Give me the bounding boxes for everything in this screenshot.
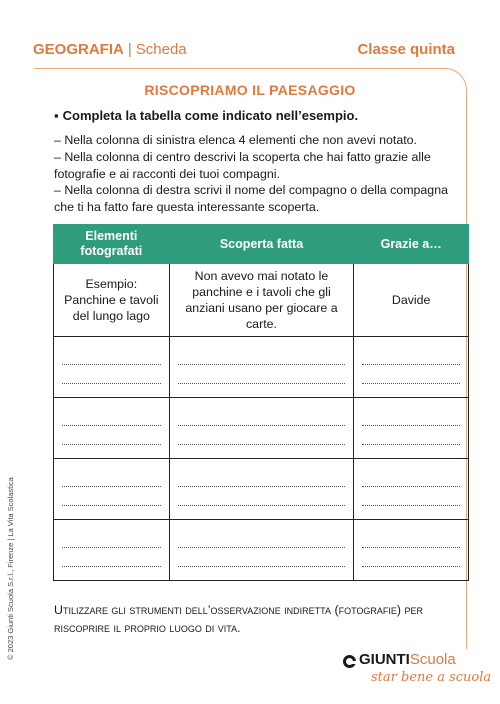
sheet-type-label: Scheda — [135, 41, 187, 58]
grade-label: Classe quinta — [357, 41, 455, 58]
blank-cell[interactable] — [54, 520, 170, 581]
header-thanks: Grazie a… — [354, 225, 469, 264]
example-discovery: Non avevo mai notato le panchine e i tavoli che gli anziani usano per giocare a carte. — [169, 264, 354, 337]
header-discovery: Scoperta fatta — [169, 225, 354, 264]
table-row — [54, 520, 469, 581]
logo-tagline: star bene a scuola — [371, 670, 492, 685]
discovery-table — [53, 224, 469, 581]
copyright-text: © 2023 Giunti Scuola S.r.l., Firenze | La Vita Scolastica — [6, 477, 15, 660]
subject-label: GEOGRAFIA — [33, 41, 124, 58]
blank-cell[interactable] — [169, 337, 354, 398]
blank-cell[interactable] — [169, 459, 354, 520]
header-elements: Elementi fotografati — [54, 225, 170, 264]
blank-cell[interactable] — [169, 398, 354, 459]
example-thanks: Davide — [354, 264, 469, 337]
table-row — [54, 398, 469, 459]
paragraph-left-column: – Nella colonna di sinistra elenca 4 elementi che non avevi notato. — [54, 133, 417, 147]
blank-cell[interactable] — [354, 337, 469, 398]
paragraph-right-column: – Nella colonna di destra scrivi il nome del compagno o della compagna che ti ha fatto fare questa interessante scoperta. — [54, 183, 448, 214]
blank-cell[interactable] — [54, 459, 170, 520]
table-header-row — [54, 225, 469, 264]
instruction — [54, 108, 358, 123]
blank-cell[interactable] — [354, 398, 469, 459]
blank-cell[interactable] — [54, 337, 170, 398]
instruction-text: Completa la tabella come indicato nell’esempio. — [62, 108, 359, 123]
logo-g-icon — [343, 655, 356, 668]
bullet-icon: ▪ — [54, 108, 59, 123]
header-separator: | — [127, 41, 132, 58]
publisher-logo — [343, 651, 456, 669]
blank-cell[interactable] — [169, 520, 354, 581]
table-row — [54, 459, 469, 520]
table-row — [54, 337, 469, 398]
page-title: RISCOPRIAMO IL PAESAGGIO — [144, 82, 356, 98]
paragraph-center-column: – Nella colonna di centro descrivi la scoperta che hai fatto grazie alle fotografie e ai racconti dei tuoi compagni. — [54, 150, 431, 181]
logo-brand-light: Scuola — [409, 651, 456, 668]
blank-cell[interactable] — [354, 520, 469, 581]
footer-note: Utilizzare gli strumenti dell’osservazione indiretta (fotografie) per riscoprire il proprio luogo di vita. — [54, 603, 423, 635]
example-element: Esempio: Panchine e tavoli del lungo lago — [54, 264, 170, 337]
table-row-example — [54, 264, 469, 337]
blank-cell[interactable] — [354, 459, 469, 520]
logo-brand-bold: GIUNTI — [359, 651, 410, 668]
blank-cell[interactable] — [54, 398, 170, 459]
header-subject — [33, 41, 187, 58]
